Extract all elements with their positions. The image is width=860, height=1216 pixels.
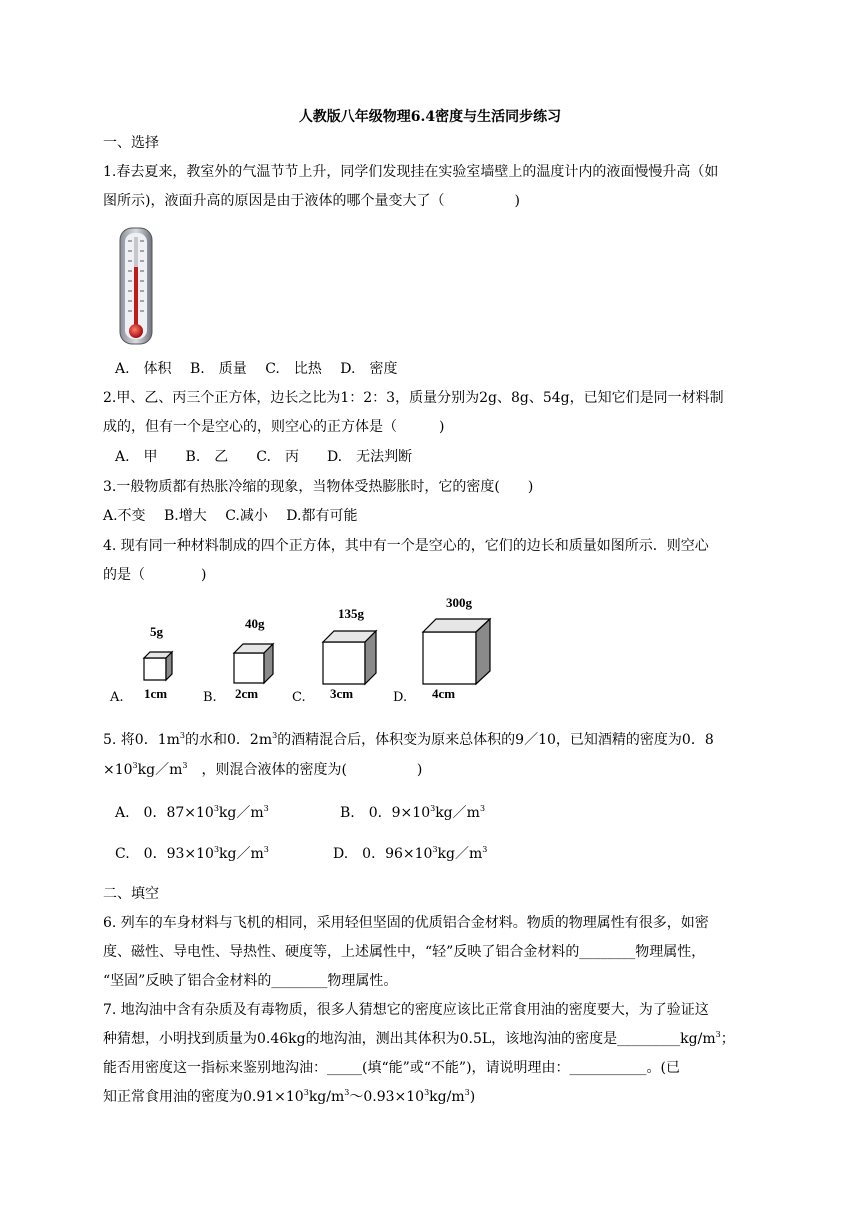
q7-line4 (103, 1087, 475, 1107)
cube-a-mass: 5g (150, 624, 163, 639)
q7-line1: 7. 地沟油中含有杂质及有毒物质，很多人猜想它的密度应该比正常食用油的密度要大，为了验证这 (103, 1002, 709, 1018)
sup-3: 3 (432, 845, 438, 854)
sup-3: 3 (424, 1088, 430, 1097)
q2-line2: 成的，但有一个是空心的，则空心的正方体是（ ) (103, 419, 445, 435)
cube-a-letter: A. (110, 690, 124, 705)
q5-option-c-text: C. 0．93×10 (115, 846, 214, 862)
q5-text-2: 的水和0．2m (185, 732, 273, 748)
q5-text-3: 的酒精混合后，体积变为原来总体积的9／10，已知酒精的密度为0．8 (277, 732, 714, 748)
q1-line1: 1.春去夏来，教室外的气温节节上升，同学们发现挂在实验室墙壁上的温度计内的液面慢慢升高（如 (103, 164, 719, 180)
q3-line1: 3.一般物质都有热胀冷缩的现象，当物体受热膨胀时，它的密度( ) (103, 479, 534, 495)
q5-text-5: kg／m (137, 762, 183, 778)
q1-options: A. 体积 B. 质量 C. 比热 D. 密度 (115, 361, 398, 377)
sup-3: 3 (464, 1088, 470, 1097)
cube-b-mass: 40g (245, 616, 265, 631)
q5-text-6: ，则混合液体的密度为( ) (187, 762, 423, 778)
q7-text-5: ～0.93×10 (349, 1089, 425, 1105)
q5-line1 (103, 730, 714, 750)
cube-a (140, 648, 176, 684)
q7-text-6: kg/m (429, 1089, 465, 1105)
q5-option-c-unit: kg／m (219, 846, 264, 862)
q7-text-4: kg/m (308, 1089, 345, 1105)
cube-c-mass: 135g (338, 606, 364, 621)
q5-text-1: 5. 将0．1m (103, 732, 180, 748)
q5-option-d-text: D. 0．96×10 (333, 846, 433, 862)
q5-option-b (340, 802, 485, 822)
cube-d-letter: D. (393, 690, 408, 705)
sup-3: 3 (715, 1030, 721, 1039)
sup-3: 3 (213, 804, 219, 813)
cube-d-mass: 300g (446, 595, 472, 610)
q6-line1: 6. 列车的车身材料与飞机的相同，采用轻但坚固的优质铝合金材料。物质的物理属性有很多，如密 (103, 915, 709, 931)
cube-b (230, 640, 276, 686)
q3-options: A.不变 B.增大 C.减小 D.都有可能 (103, 508, 358, 524)
sup-3: 3 (182, 761, 188, 770)
sup-3: 3 (482, 845, 488, 854)
cube-a-side: 1cm (144, 686, 168, 701)
thermometer-image (118, 227, 154, 345)
sup-3: 3 (430, 804, 436, 813)
q4-line2: 的是（ ) (103, 567, 207, 583)
sup-3: 3 (344, 1088, 350, 1097)
q2-options: A. 甲 B. 乙 C. 丙 D. 无法判断 (115, 449, 413, 465)
sup-3: 3 (263, 804, 269, 813)
q6-line3: “坚固”反映了铝合金材料的________物理属性。 (103, 973, 398, 989)
sup-3: 3 (132, 761, 138, 770)
sup-3: 3 (213, 845, 220, 854)
q5-text-4: ×10 (103, 762, 133, 778)
q1-line2: 图所示)，液面升高的原因是由于液体的哪个量变大了（ ) (103, 193, 520, 209)
q7-text-1: 种猜想，小明找到质量为0.46kg的地沟油，测出其体积为0.5L，该地沟油的密度是_________kg/m (103, 1031, 716, 1047)
q5-option-b-text: B. 0．9×10 (340, 805, 431, 821)
q6-line2: 度、磁性、导电性、导热性、硬度等，上述属性中，“轻”反映了铝合金材料的________物理属性， (103, 944, 706, 960)
q5-option-a-unit: kg／m (218, 805, 264, 821)
q7-text-2: ； (720, 1031, 735, 1047)
sup-3: 3 (179, 731, 185, 740)
cube-b-letter: B. (203, 690, 217, 705)
q5-option-c (115, 843, 269, 863)
q7-text-3: 知正常食用油的密度为0.91×10 (103, 1089, 304, 1105)
cube-d-side: 4cm (432, 686, 456, 701)
q5-option-a-text: A. 0．87×10 (115, 805, 214, 821)
section-fill-heading: 二、填空 (103, 886, 159, 902)
cube-c-letter: C. (292, 690, 306, 705)
cube-b-side: 2cm (235, 686, 259, 701)
cube-c (320, 628, 380, 686)
sup-3: 3 (272, 731, 278, 740)
q7-line2 (103, 1029, 735, 1049)
cube-d (420, 616, 494, 686)
q5-option-d (333, 843, 487, 863)
q2-line1: 2.甲、乙、丙三个正方体，边长之比为1：2：3，质量分别为2g、8g、54g，已知它们是同一材料制 (103, 390, 724, 406)
page-title: 人教版八年级物理6.4密度与生活同步练习 (298, 109, 562, 125)
q7-line3: 能否用密度这一指标来鉴别地沟油：_____(填“能”或“不能”)，请说明理由：___________。(已 (103, 1060, 681, 1076)
q5-option-b-unit: kg／m (435, 805, 480, 821)
q5-line2 (103, 760, 422, 780)
q7-text-7: ) (469, 1089, 476, 1105)
q5-option-a (115, 802, 269, 822)
sup-3: 3 (303, 1088, 309, 1097)
sup-3: 3 (263, 845, 269, 854)
section-choice-heading: 一、选择 (103, 135, 159, 151)
sup-3: 3 (479, 804, 486, 813)
q5-option-d-unit: kg／m (437, 846, 483, 862)
cube-c-side: 3cm (330, 686, 354, 701)
q4-line1: 4. 现有同一种材料制成的四个正方体，其中有一个是空心的，它们的边长和质量如图所示．则空心 (103, 538, 709, 554)
